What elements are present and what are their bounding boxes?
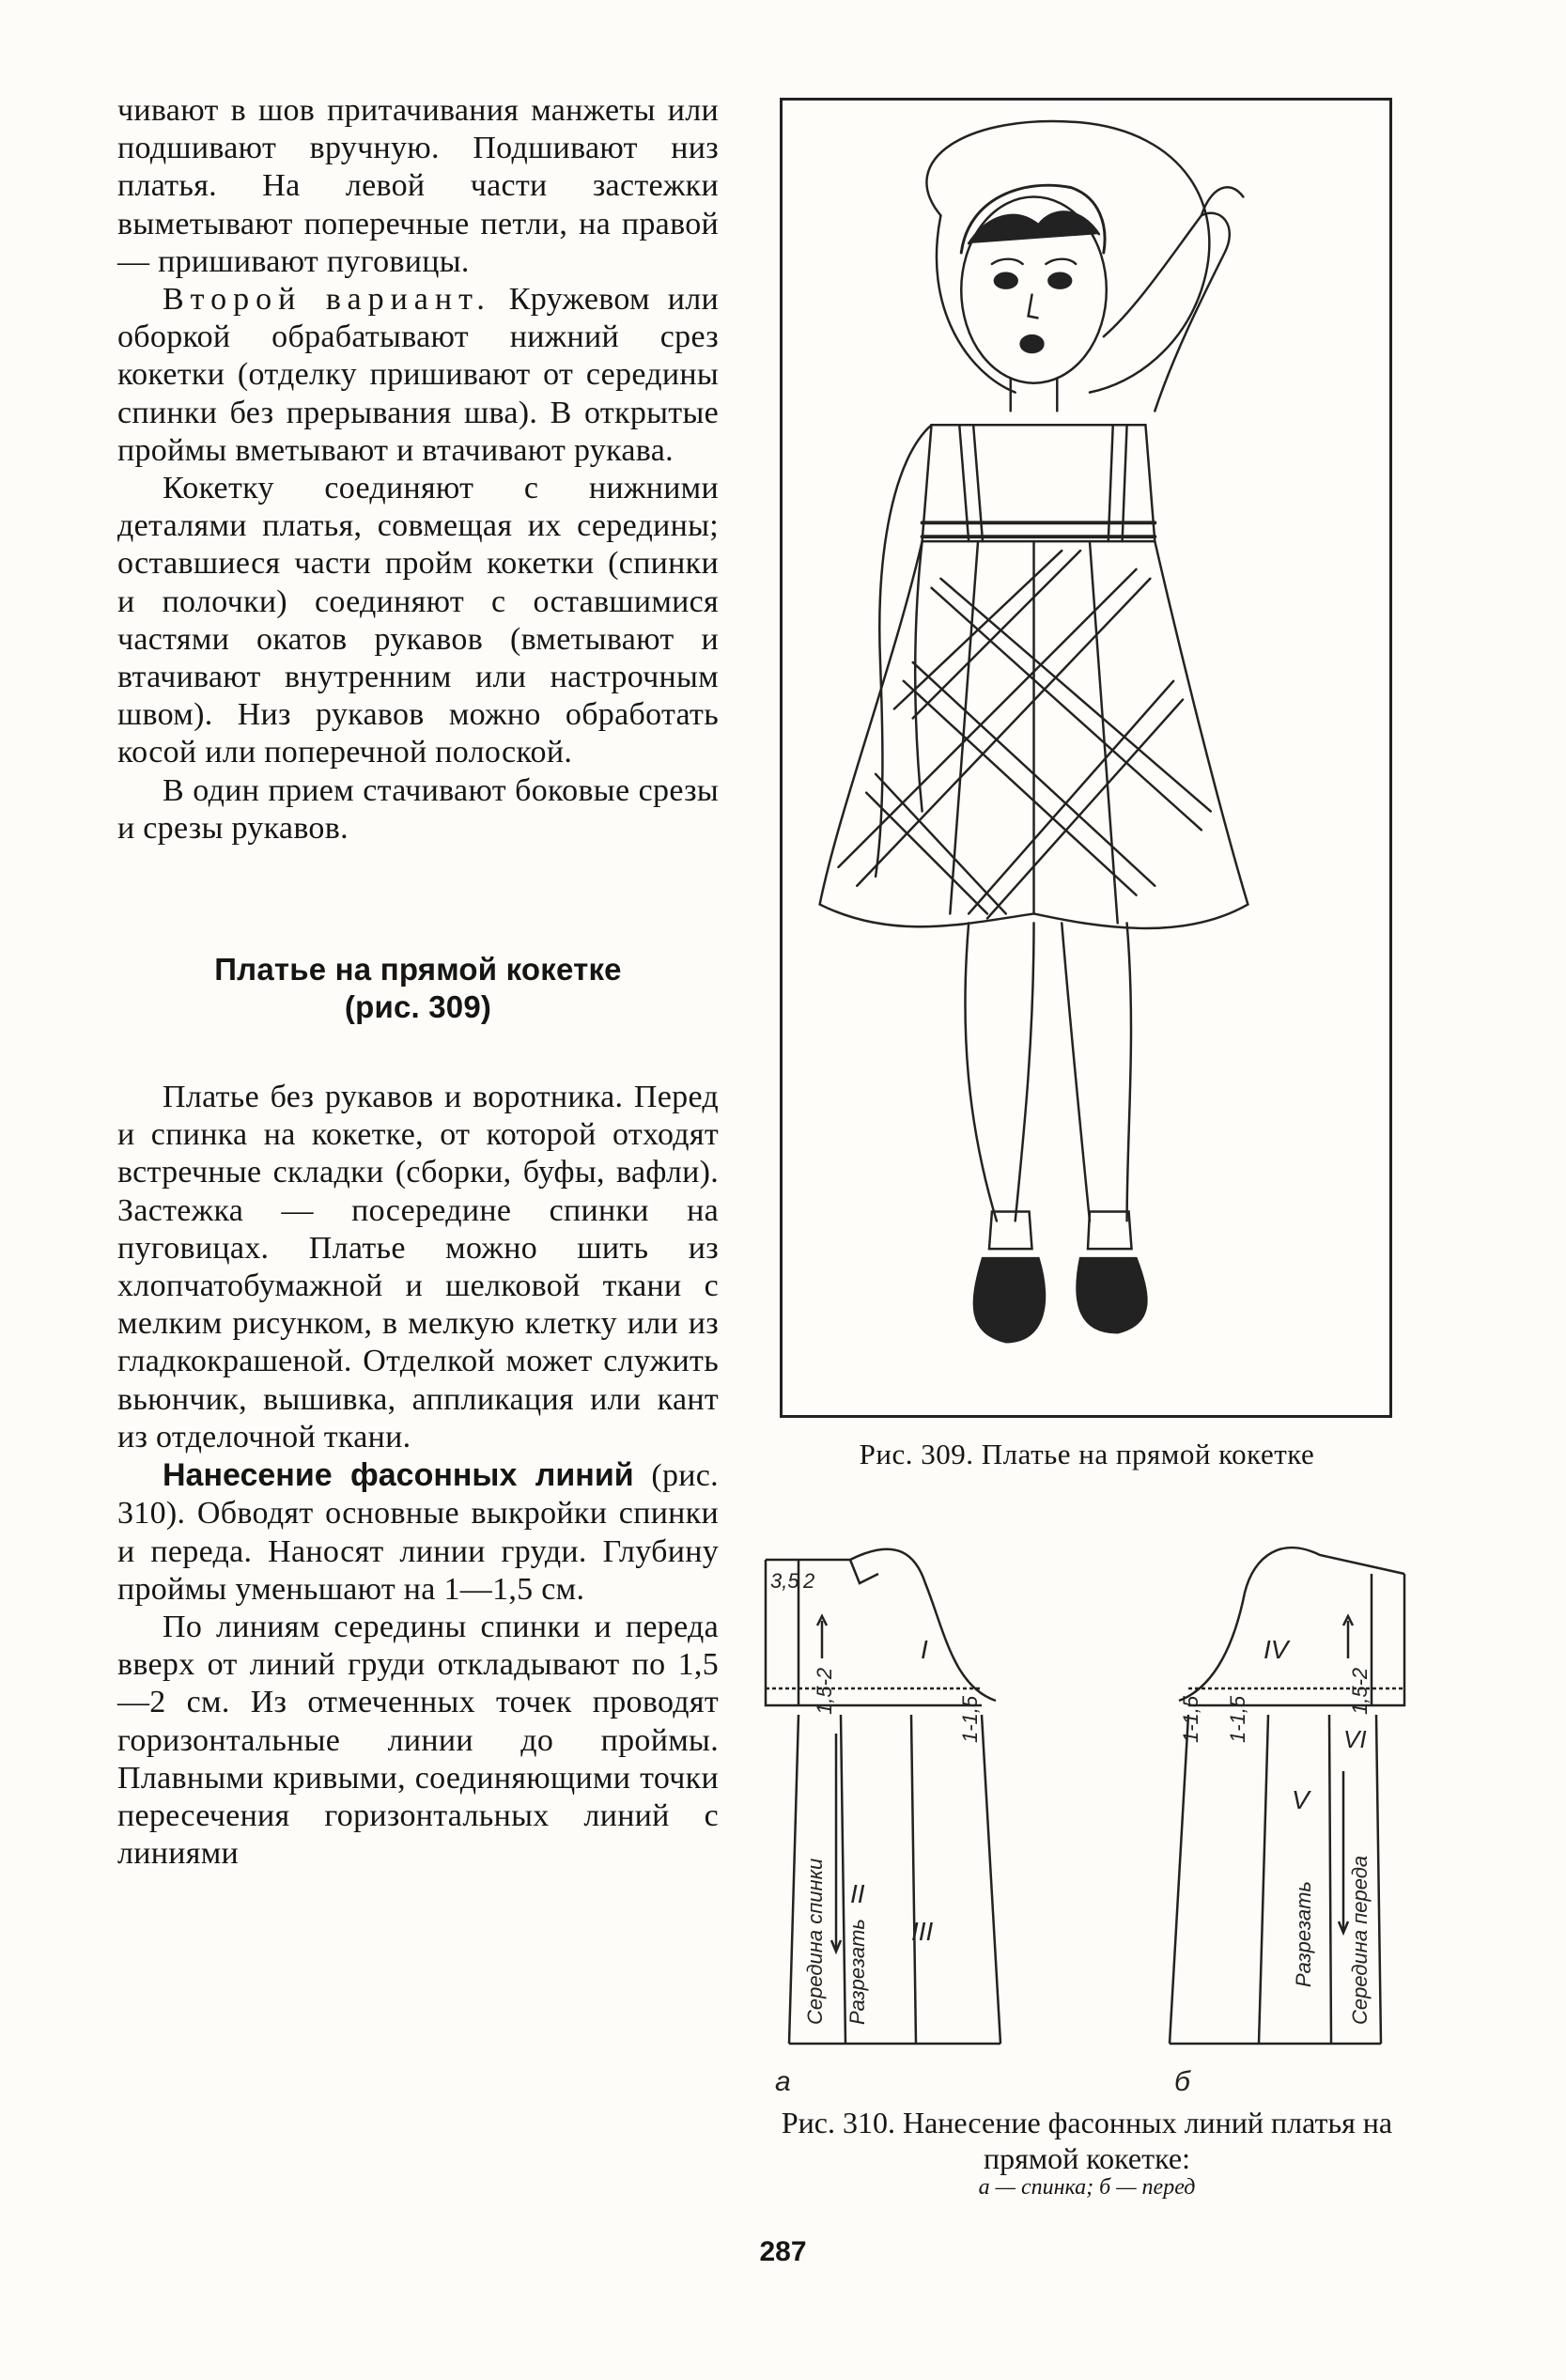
figure-310-caption: Рис. 310. Нанесение фасонных линий платья на прямой кокетке: bbox=[781, 2106, 1393, 2175]
label-V: V bbox=[1292, 1785, 1310, 1814]
label-I: I bbox=[921, 1635, 928, 1664]
paragraph-6-text: (рис. 310). Обводят основные выкройки спинки и переда. Наносят линии груди. Глубину проймы уменьшают на 1—1,5 см. bbox=[117, 1458, 719, 1607]
paragraph-2-lead: Второй вариант. bbox=[163, 282, 491, 318]
paragraph-1: чивают в шов притачивания манжеты или подшивают вручную. Подшивают низ платья. На левой части застежки выметывают поперечные петли, на правой — пришивают пуговицы. bbox=[117, 93, 719, 279]
back-center-line bbox=[789, 1715, 799, 2044]
mouth bbox=[1021, 335, 1044, 352]
paragraph-2-text: Кружевом или оборкой обрабатывают нижний срез кокетки (отделку пришивают от середины спинки без прерывания шва). В открытые проймы вметывают и втачивают рукава. bbox=[117, 282, 719, 468]
label-2: 2 bbox=[803, 1569, 815, 1593]
paragraph-4: В один прием стачивают боковые срезы и срезы рукавов. bbox=[117, 772, 719, 846]
label-VI: VI bbox=[1343, 1725, 1367, 1753]
right-eye bbox=[1048, 273, 1071, 288]
label-m152a: 1,5-2 bbox=[813, 1667, 836, 1715]
paragraph-2 bbox=[117, 281, 719, 470]
figure-309-illustration bbox=[780, 98, 1392, 1418]
section-heading bbox=[117, 951, 719, 1026]
pattern-draft-diagram bbox=[756, 1517, 1414, 2100]
label-m115a: 1-1,5 bbox=[958, 1695, 982, 1743]
figure-310-pattern bbox=[756, 1517, 1414, 2100]
girl-in-dress-drawing bbox=[783, 101, 1389, 1415]
left-shoe bbox=[974, 1258, 1045, 1342]
front-center-line bbox=[1376, 1715, 1381, 2044]
figure-309-caption: Рис. 309. Платье на прямой кокетке bbox=[859, 1438, 1315, 1470]
label-a: а bbox=[775, 2066, 791, 2097]
label-m115c: 1-1,5 bbox=[1226, 1695, 1249, 1743]
label-II: II bbox=[850, 1879, 865, 1908]
paragraph-3: Кокетку соединяют с нижними деталями платья, совмещая их середины; оставшиеся части пройм кокетки (спинки и полочки) соединяют с оставшимися частями окатов рукавов (вметывают и втачивают внутренним или настрочным швом). Низ рукавов можно обработать косой или поперечной полоской. bbox=[117, 471, 719, 770]
label-center-front: Середина переда bbox=[1348, 1855, 1372, 2025]
label-cut-b: Разрезать bbox=[1292, 1881, 1315, 1987]
section-heading-figref: (рис. 309) bbox=[344, 989, 492, 1025]
label-center-back: Середина спинки bbox=[803, 1858, 827, 2025]
paragraph-6 bbox=[117, 1456, 719, 1609]
section-heading-title: Платье на прямой кокетке bbox=[214, 952, 622, 988]
figure-310-subcaption: а — спинка; б — перед bbox=[978, 2175, 1196, 2200]
label-m152b: 1,5-2 bbox=[1348, 1667, 1372, 1715]
left-leg bbox=[965, 923, 996, 1221]
label-III: III bbox=[911, 1917, 934, 1946]
label-35: 3,5 bbox=[770, 1569, 799, 1593]
left-text-column bbox=[117, 92, 719, 1873]
paragraph-7: По линиям середины спинки и переда вверх от линий груди откладывают по 1,5—2 см. Из отмеченных точек проводят горизонтальные линии до проймы. Плавными кривыми, соединяющими точки пересечения горизонтальных линий с линиями bbox=[117, 1609, 719, 1872]
page-number: 287 bbox=[759, 2236, 807, 2267]
label-b: б bbox=[1174, 2066, 1190, 2097]
paragraph-6-lead: Нанесение фасонных линий bbox=[163, 1457, 634, 1494]
label-m115b: 1-1,5 bbox=[1179, 1695, 1202, 1743]
hat-brim bbox=[926, 121, 1209, 393]
label-IV: IV bbox=[1264, 1635, 1289, 1664]
label-cut-a: Разрезать bbox=[845, 1919, 869, 2025]
right-shoe bbox=[1077, 1258, 1146, 1332]
left-eye bbox=[995, 273, 1017, 288]
paragraph-5: Платье без рукавов и воротника. Перед и спинка на кокетке, от которой отходят встречные складки (сборки, буфы, вафли). Застежка — посередине спинки на пуговицах. Платье можно шить из хлопчатобумажной и шелковой ткани с мелким рисунком, в мелкую клетку или из гладкокрашеной. Отделкой может служить вьюнчик, вышивка, аппликация или кант из отделочной ткани. bbox=[117, 1080, 719, 1454]
right-leg bbox=[1062, 923, 1090, 1221]
